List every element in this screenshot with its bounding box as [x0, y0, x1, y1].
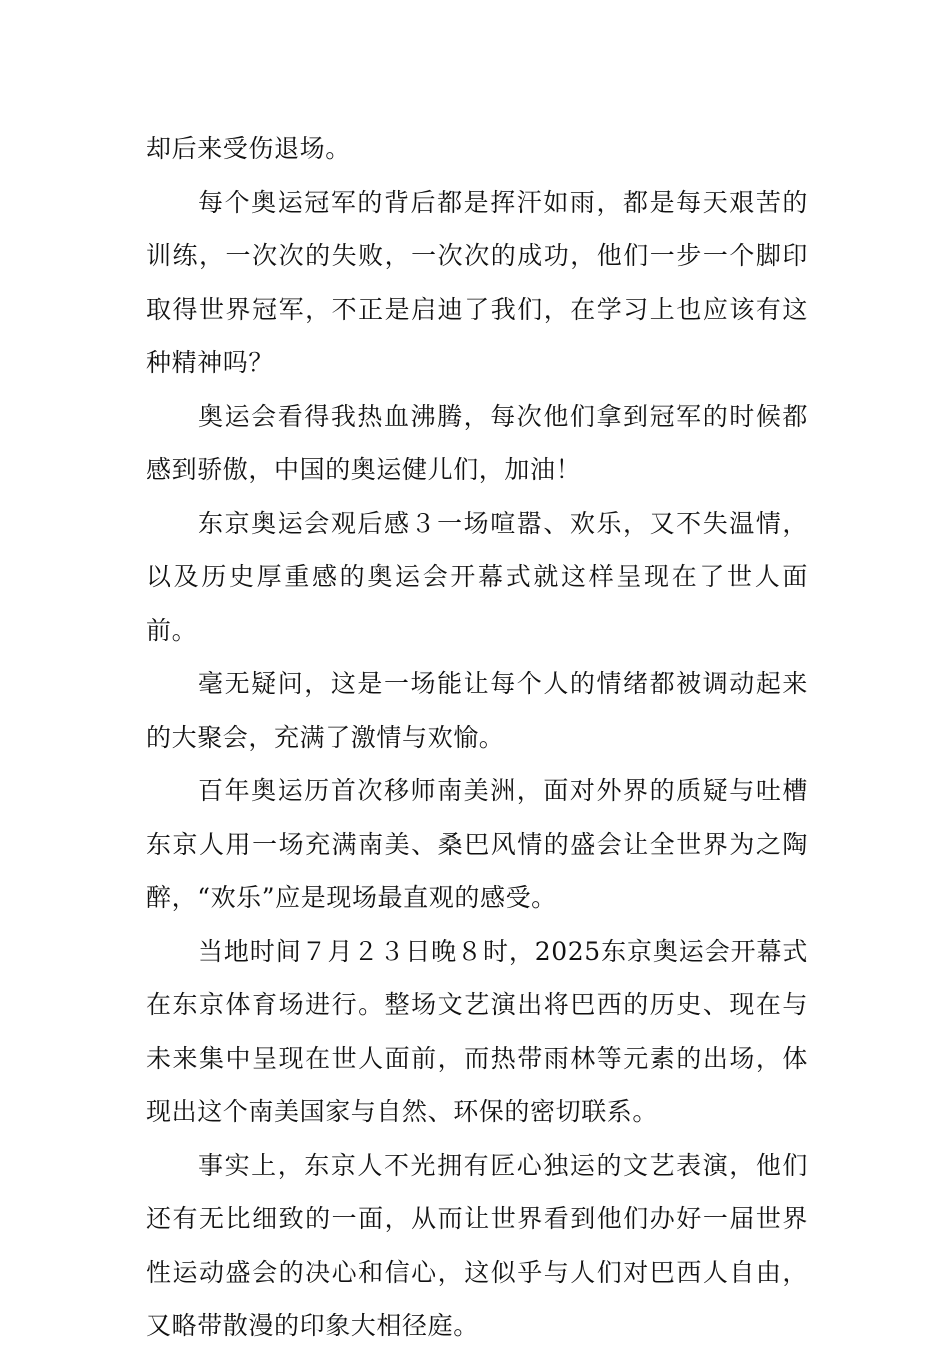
paragraph-continuation: 却后来受伤退场。 — [146, 134, 351, 163]
document-body — [146, 122, 808, 1353]
paragraph: 每个奥运冠军的背后都是挥汗如雨，都是每天艰苦的训练，一次次的失败，一次次的成功，他们一步一个脚印取得世界冠军，不正是启迪了我们，在学习上也应该有这种精神吗？ — [146, 187, 808, 377]
paragraph: 毫无疑问，这是一场能让每个人的情绪都被调动起来的大聚会，充满了激情与欢愉。 — [146, 669, 808, 752]
paragraph: 当地时间７月２３日晚８时，2025东京奥运会开幕式在东京体育场进行。整场文艺演出将巴西的历史、现在与未来集中呈现在世人面前，而热带雨林等元素的出场，体现出这个南美国家与自然、环保的密切联系。 — [146, 936, 808, 1126]
paragraph: 百年奥运历首次移师南美洲，面对外界的质疑与吐槽东京人用一场充满南美、桑巴风情的盛会让全世界为之陶醉，“欢乐”应是现场最直观的感受。 — [146, 776, 808, 912]
paragraph: 事实上，东京人不光拥有匠心独运的文艺表演，他们还有无比细致的一面，从而让世界看到他们办好一届世界性运动盛会的决心和信心，这似乎与人们对巴西人自由，又略带散漫的印象大相径庭。 — [146, 1150, 808, 1340]
paragraph: 奥运会看得我热血沸腾，每次他们拿到冠军的时候都感到骄傲，中国的奥运健儿们，加油！ — [146, 401, 808, 484]
paragraph: 东京奥运会观后感３一场喧嚣、欢乐，又不失温情，以及历史厚重感的奥运会开幕式就这样呈现在了世人面前。 — [146, 508, 808, 645]
